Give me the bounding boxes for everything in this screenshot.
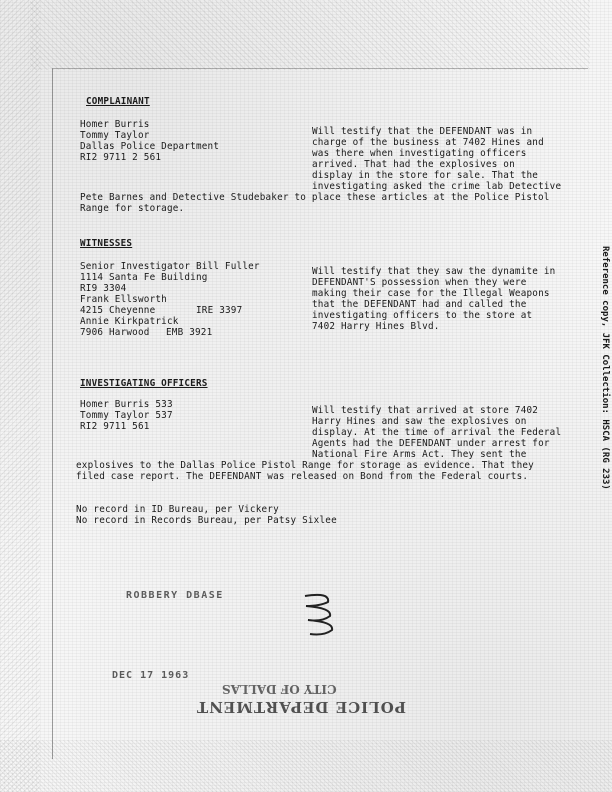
witness-statement-line: that the DEFENDANT had and called the	[312, 299, 527, 310]
officer-statement-line: display. At the time of arrival the Federal	[312, 427, 562, 438]
witness-statement-line: investigating officers to the store at	[312, 310, 533, 321]
complainant-name: Dallas Police Department	[80, 141, 220, 152]
reference-copy-label: Reference copy, JFK Collection: HSCA (RG 233)	[600, 246, 610, 490]
witness-phone: IRE 3397	[196, 305, 243, 316]
officer-statement-line: National Fire Arms Act. They sent the	[312, 449, 527, 460]
complainant-statement-line: display in the store for sale. That the	[312, 170, 539, 181]
witness-line: 7906 Harwood	[80, 327, 150, 338]
officer-line: Homer Burris 533	[80, 399, 173, 410]
witness-line: Annie Kirkpatrick	[80, 316, 179, 327]
complainant-tail-line: Pete Barnes and Detective Studebaker to place these articles at the Police Pistol	[80, 192, 550, 203]
scan-noise-left	[0, 0, 40, 792]
witnesses-heading: WITNESSES	[80, 238, 133, 249]
handwritten-mark	[300, 590, 360, 640]
witness-line: RI9 3304	[80, 283, 127, 294]
reference-sidebar	[590, 246, 612, 596]
officer-line: RI2 9711 561	[80, 421, 150, 432]
complainant-tail-line: Range for storage.	[80, 203, 185, 214]
scan-noise-top	[30, 0, 590, 70]
mirrored-stamp-city: CITY OF DALLAS	[222, 682, 337, 696]
complainant-statement-line: charge of the business at 7402 Hines and	[312, 137, 544, 148]
date-stamp: DEC 17 1963	[112, 670, 190, 681]
officer-tail-line: explosives to the Dallas Police Pistol Range for storage as evidence. That they	[76, 460, 534, 471]
witness-statement-line: DEFENDANT'S possession when they were	[312, 277, 527, 288]
witness-line: Senior Investigator Bill Fuller	[80, 261, 260, 272]
officer-line: Tommy Taylor 537	[80, 410, 173, 421]
complainant-statement-line: Will testify that the DEFENDANT was in	[312, 126, 533, 137]
record-line: No record in Records Bureau, per Patsy Sixlee	[76, 515, 337, 526]
officers-heading: INVESTIGATING OFFICERS	[80, 378, 208, 389]
officer-statement-line: Will testify that arrived at store 7402	[312, 405, 539, 416]
officer-tail-line: filed case report. The DEFENDANT was released on Bond from the Federal courts.	[76, 471, 529, 482]
complainant-name: RI2 9711 2 561	[80, 152, 162, 163]
witness-line: Frank Ellsworth	[80, 294, 167, 305]
mirrored-stamp-department: POLICE DEPARTMENT	[196, 698, 407, 716]
witness-phone: EMB 3921	[166, 327, 213, 338]
complainant-name: Homer Burris	[80, 119, 150, 130]
officer-statement-line: Harry Hines and saw the explosives on	[312, 416, 527, 427]
complainant-statement-line: arrived. That had the explosives on	[312, 159, 515, 170]
robbery-stamp: ROBBERY DBASE	[126, 590, 224, 601]
officer-statement-line: Agents had the DEFENDANT under arrest for	[312, 438, 550, 449]
complainant-heading: COMPLAINANT	[86, 96, 150, 107]
complainant-statement-line: investigating asked the crime lab Detective	[312, 181, 562, 192]
complainant-name: Tommy Taylor	[80, 130, 150, 141]
witness-statement-line: making their case for the Illegal Weapons	[312, 288, 550, 299]
complainant-statement-line: was there when investigating officers	[312, 148, 527, 159]
witness-statement-line: Will testify that they saw the dynamite in	[312, 266, 556, 277]
witness-line: 4215 Cheyenne	[80, 305, 156, 316]
witness-statement-line: 7402 Harry Hines Blvd.	[312, 321, 440, 332]
record-line: No record in ID Bureau, per Vickery	[76, 504, 279, 515]
witness-line: 1114 Santa Fe Building	[80, 272, 208, 283]
